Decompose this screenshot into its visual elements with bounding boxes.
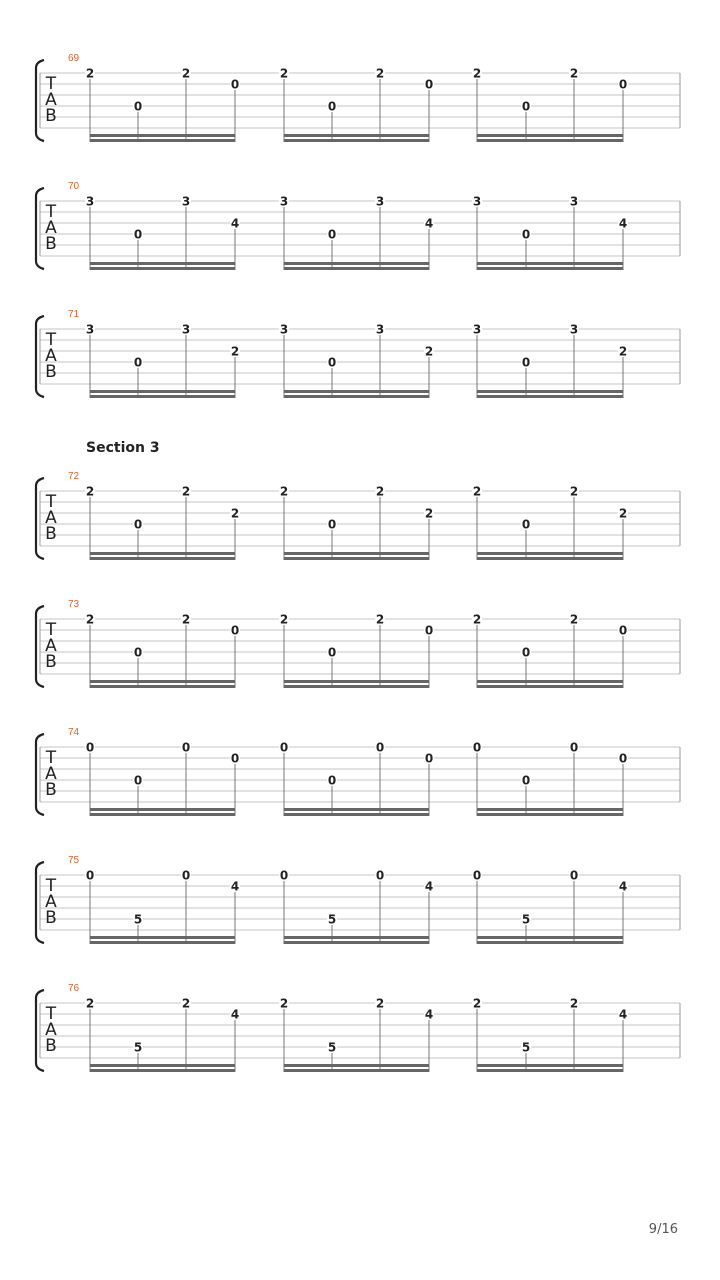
tab-clef-letter: T (45, 620, 57, 640)
fret-number: 2 (472, 612, 482, 627)
fret-number: 0 (327, 645, 337, 660)
tab-system-70 (36, 181, 680, 270)
fret-number: 3 (472, 322, 482, 337)
fret-number: 2 (181, 484, 191, 499)
tab-clef-letter: T (45, 748, 57, 768)
fret-number: 2 (279, 66, 289, 81)
beam-primary (284, 139, 429, 142)
beam-secondary (477, 262, 623, 265)
fret-number: 0 (230, 77, 240, 92)
beam-secondary (284, 262, 429, 265)
fret-number: 3 (472, 194, 482, 209)
tab-clef-letter: B (45, 106, 57, 126)
fret-number: 2 (569, 484, 579, 499)
beam-primary (90, 267, 235, 270)
measure-number: 76 (68, 983, 80, 994)
beam-secondary (477, 936, 623, 939)
fret-number: 4 (424, 1007, 434, 1022)
fret-number: 3 (85, 194, 95, 209)
fret-number: 3 (569, 194, 579, 209)
beam-secondary (90, 552, 235, 555)
fret-number: 2 (375, 996, 385, 1011)
beam-secondary (477, 390, 623, 393)
fret-number: 3 (569, 322, 579, 337)
tab-clef-letter: A (45, 346, 57, 366)
tab-system-74 (36, 727, 680, 816)
beam-primary (284, 267, 429, 270)
measure-number: 73 (68, 599, 80, 610)
fret-number: 5 (133, 912, 143, 927)
fret-number: 3 (279, 194, 289, 209)
tab-clef-letter: B (45, 524, 57, 544)
tab-clef-letter: B (45, 652, 57, 672)
fret-number: 0 (85, 868, 95, 883)
tab-clef-letter: A (45, 764, 57, 784)
tab-clef-letter: A (45, 90, 57, 110)
beam-primary (284, 941, 429, 944)
beam-primary (90, 813, 235, 816)
fret-number: 3 (279, 322, 289, 337)
beam-secondary (284, 808, 429, 811)
beam-primary (477, 941, 623, 944)
beam-secondary (284, 134, 429, 137)
fret-number: 0 (424, 751, 434, 766)
fret-number: 2 (85, 484, 95, 499)
tab-clef-letter: A (45, 892, 57, 912)
fret-number: 2 (569, 612, 579, 627)
fret-number: 0 (327, 227, 337, 242)
measure-number: 75 (68, 855, 80, 866)
tab-system-71 (36, 309, 680, 398)
tab-system-76 (36, 983, 680, 1072)
fret-number: 0 (472, 740, 482, 755)
fret-number: 2 (569, 996, 579, 1011)
beam-primary (477, 395, 623, 398)
tab-clef-letter: A (45, 1020, 57, 1040)
fret-number: 0 (279, 740, 289, 755)
beam-primary (284, 685, 429, 688)
beam-secondary (90, 390, 235, 393)
beam-secondary (284, 936, 429, 939)
measure-number: 74 (68, 727, 80, 738)
measure-number: 70 (68, 181, 80, 192)
beam-secondary (90, 808, 235, 811)
beam-secondary (90, 680, 235, 683)
fret-number: 0 (181, 740, 191, 755)
beam-primary (90, 941, 235, 944)
tab-clef-letter: A (45, 636, 57, 656)
fret-number: 0 (133, 99, 143, 114)
fret-number: 0 (327, 517, 337, 532)
tab-clef-letter: T (45, 492, 57, 512)
fret-number: 5 (521, 912, 531, 927)
fret-number: 4 (424, 216, 434, 231)
beam-secondary (90, 936, 235, 939)
fret-number: 5 (133, 1040, 143, 1055)
fret-number: 0 (133, 355, 143, 370)
fret-number: 0 (424, 77, 434, 92)
tab-clef-letter: B (45, 234, 57, 254)
tab-clef-letter: B (45, 908, 57, 928)
fret-number: 0 (521, 355, 531, 370)
fret-number: 2 (181, 66, 191, 81)
tab-system-72 (36, 471, 680, 560)
beam-primary (284, 395, 429, 398)
fret-number: 4 (230, 879, 240, 894)
tab-clef-letter: T (45, 202, 57, 222)
beam-secondary (477, 134, 623, 137)
tab-clef-letter: T (45, 330, 57, 350)
beam-primary (90, 1069, 235, 1072)
beam-secondary (284, 680, 429, 683)
fret-number: 4 (424, 879, 434, 894)
fret-number: 2 (279, 612, 289, 627)
beam-secondary (90, 134, 235, 137)
fret-number: 5 (327, 912, 337, 927)
tab-clef-letter: A (45, 508, 57, 528)
beam-primary (477, 557, 623, 560)
fret-number: 0 (424, 623, 434, 638)
beam-primary (477, 139, 623, 142)
fret-number: 2 (181, 996, 191, 1011)
tab-clef-letter: A (45, 218, 57, 238)
fret-number: 0 (618, 77, 628, 92)
tab-clef-letter: B (45, 780, 57, 800)
fret-number: 0 (230, 623, 240, 638)
measure-number: 72 (68, 471, 80, 482)
fret-number: 2 (181, 612, 191, 627)
fret-number: 2 (472, 484, 482, 499)
beam-primary (284, 1069, 429, 1072)
fret-number: 2 (569, 66, 579, 81)
fret-number: 0 (181, 868, 191, 883)
beam-secondary (90, 262, 235, 265)
fret-number: 2 (618, 344, 628, 359)
beam-secondary (90, 1064, 235, 1067)
fret-number: 4 (230, 216, 240, 231)
fret-number: 0 (521, 517, 531, 532)
page-number: 9/16 (648, 1222, 678, 1237)
fret-number: 2 (424, 506, 434, 521)
fret-number: 0 (569, 868, 579, 883)
fret-number: 4 (618, 1007, 628, 1022)
measure-number: 71 (68, 309, 80, 320)
tab-clef-letter: B (45, 362, 57, 382)
beam-primary (284, 557, 429, 560)
fret-number: 2 (85, 66, 95, 81)
fret-number: 3 (181, 194, 191, 209)
section-label: Section 3 (86, 440, 160, 456)
fret-number: 0 (133, 227, 143, 242)
fret-number: 2 (230, 344, 240, 359)
fret-number: 3 (181, 322, 191, 337)
fret-number: 2 (472, 996, 482, 1011)
beam-secondary (477, 808, 623, 811)
beam-secondary (284, 1064, 429, 1067)
measure-number: 69 (68, 53, 80, 64)
beam-primary (90, 557, 235, 560)
fret-number: 0 (618, 751, 628, 766)
beam-primary (477, 267, 623, 270)
beam-primary (477, 813, 623, 816)
fret-number: 2 (424, 344, 434, 359)
fret-number: 0 (230, 751, 240, 766)
fret-number: 0 (375, 868, 385, 883)
beam-primary (90, 139, 235, 142)
fret-number: 0 (85, 740, 95, 755)
fret-number: 0 (521, 645, 531, 660)
fret-number: 0 (133, 645, 143, 660)
tab-clef-letter: T (45, 1004, 57, 1024)
fret-number: 4 (230, 1007, 240, 1022)
fret-number: 0 (279, 868, 289, 883)
fret-number: 4 (618, 879, 628, 894)
fret-number: 2 (618, 506, 628, 521)
tab-clef-letter: B (45, 1036, 57, 1056)
fret-number: 2 (279, 484, 289, 499)
fret-number: 2 (85, 612, 95, 627)
fret-number: 0 (569, 740, 579, 755)
fret-number: 0 (327, 355, 337, 370)
fret-number: 4 (618, 216, 628, 231)
beam-primary (284, 813, 429, 816)
beam-secondary (477, 552, 623, 555)
fret-number: 2 (375, 612, 385, 627)
fret-number: 5 (521, 1040, 531, 1055)
beam-secondary (284, 552, 429, 555)
beam-secondary (284, 390, 429, 393)
tab-clef-letter: T (45, 74, 57, 94)
fret-number: 0 (133, 517, 143, 532)
fret-number: 3 (375, 194, 385, 209)
beam-primary (90, 685, 235, 688)
fret-number: 0 (521, 227, 531, 242)
tab-clef-letter: T (45, 876, 57, 896)
beam-secondary (477, 1064, 623, 1067)
tab-system-73 (36, 599, 680, 688)
fret-number: 0 (472, 868, 482, 883)
fret-number: 2 (375, 484, 385, 499)
fret-number: 0 (521, 773, 531, 788)
fret-number: 0 (521, 99, 531, 114)
fret-number: 0 (327, 99, 337, 114)
fret-number: 0 (375, 740, 385, 755)
fret-number: 0 (327, 773, 337, 788)
fret-number: 2 (85, 996, 95, 1011)
fret-number: 2 (472, 66, 482, 81)
fret-number: 3 (85, 322, 95, 337)
fret-number: 0 (618, 623, 628, 638)
beam-primary (477, 1069, 623, 1072)
tab-system-75 (36, 855, 680, 944)
beam-secondary (477, 680, 623, 683)
beam-primary (90, 395, 235, 398)
fret-number: 3 (375, 322, 385, 337)
fret-number: 2 (279, 996, 289, 1011)
fret-number: 0 (133, 773, 143, 788)
fret-number: 2 (230, 506, 240, 521)
tab-system-69 (36, 53, 680, 142)
fret-number: 2 (375, 66, 385, 81)
fret-number: 5 (327, 1040, 337, 1055)
beam-primary (477, 685, 623, 688)
